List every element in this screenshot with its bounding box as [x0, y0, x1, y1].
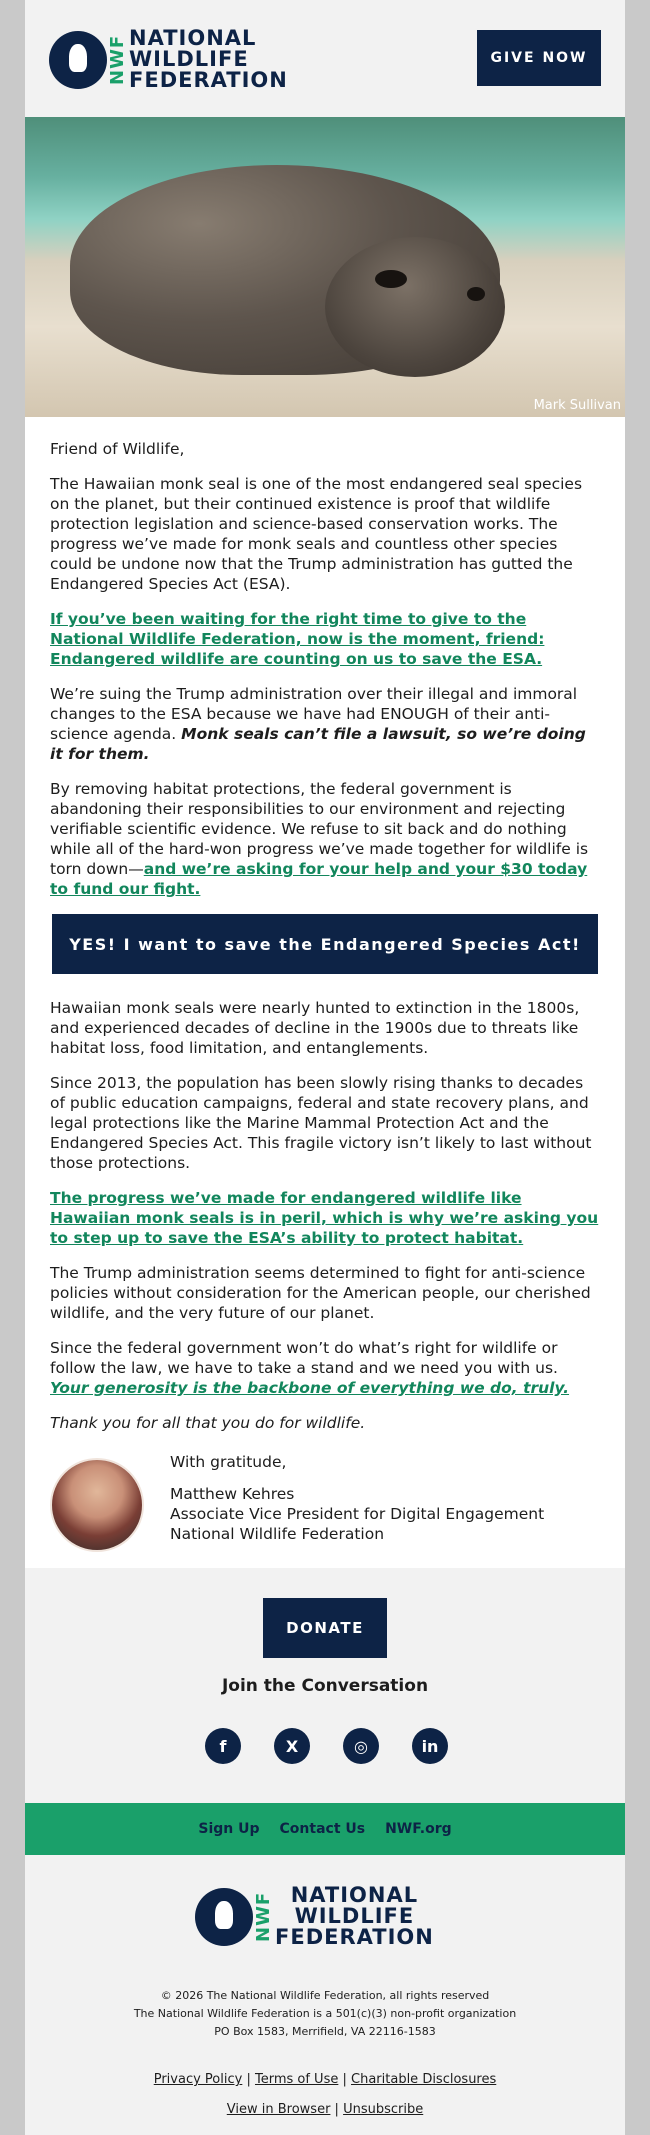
emphasis-lawsuit: Monk seals can’t file a lawsuit, so we’re doing it for them. [50, 725, 586, 763]
thank-you-line: Thank you for all that you do for wildlife. [50, 1414, 366, 1432]
signature-text [170, 1452, 544, 1544]
email-header [25, 0, 625, 117]
monk-seal-head [325, 237, 505, 377]
closing: With gratitude, [170, 1453, 287, 1471]
logo-abbrev: NWF [107, 34, 128, 85]
facebook-icon[interactable]: f [205, 1728, 241, 1764]
nwf-org-link[interactable]: NWF.org [385, 1821, 452, 1837]
save-esa-button[interactable]: YES! I want to save the Endangered Species Act! [52, 914, 598, 974]
signer-name: Matthew Kehres [170, 1485, 295, 1503]
charitable-disclosures-link[interactable]: Charitable Disclosures [351, 2072, 497, 2087]
hero-image[interactable] [25, 117, 625, 417]
terms-of-use-link[interactable]: Terms of Use [254, 2072, 339, 2087]
nwf-logo[interactable] [49, 28, 288, 91]
copyright: © 2026 The National Wildlife Federation, all rights reserved [160, 1989, 490, 2002]
mailing-address: PO Box 1583, Merrifield, VA 22116-1583 [214, 2025, 436, 2038]
social-links [205, 1728, 448, 1764]
greeting: Friend of Wildlife, [50, 440, 185, 458]
photo-credit: Mark Sullivan [533, 398, 621, 413]
join-conversation-heading: Join the Conversation [221, 1676, 429, 1696]
letter-body [25, 417, 625, 899]
linkedin-icon[interactable]: in [412, 1728, 448, 1764]
paragraph-7: Since the federal government won’t do what’s right for wildlife or follow the law, we have to take a stand and we need you with us. Your generosity is the backbone of everything we do, truly. [50, 1339, 570, 1397]
instagram-icon[interactable]: ◎ [343, 1728, 379, 1764]
signer-org: National Wildlife Federation [170, 1525, 385, 1543]
footer-links: Privacy Policy | Terms of Use | Charitable Disclosures View in Browser | Unsubscribe [153, 2072, 497, 2117]
paragraph-4: Hawaiian monk seals were nearly hunted to extinction in the 1800s, and experienced decades of decline in the 1900s due to threats like habitat loss, food limitation, and entanglements. [50, 999, 580, 1057]
email-container [25, 0, 625, 2135]
monk-seal-nose [467, 287, 485, 301]
footer-nav [25, 1803, 625, 1855]
sign-up-link[interactable]: Sign Up [198, 1821, 260, 1837]
paragraph-5: Since 2013, the population has been slowly rising thanks to decades of public education campaigns, federal and state recovery plans, and legal protections like the Marine Mammal Protection Act and the Endangered Species Act. This fragile victory isn’t likely to last without those protections. [50, 1074, 592, 1172]
nwf-badger-icon [195, 1888, 253, 1946]
donate-link-3[interactable]: The progress we’ve made for endangered wildlife like Hawaiian monk seals is in peril, which is why we’re asking you to step up to save the ESA’s ability to protect habitat. [50, 1189, 599, 1247]
logo-wordmark: NATIONAL WILDLIFE FEDERATION [275, 1883, 434, 1949]
donate-link-2[interactable]: and we’re asking for your help and your $30 today to fund our fight. [50, 860, 588, 898]
privacy-policy-link[interactable]: Privacy Policy [153, 2072, 243, 2087]
signature-block [25, 1448, 625, 1568]
letter-body-2 [25, 998, 625, 1433]
logo-wordmark: NATIONAL WILDLIFE FEDERATION [129, 26, 288, 92]
nwf-badger-icon [49, 31, 107, 89]
footer-legal [25, 1855, 625, 2135]
paragraph-2: We’re suing the Trump administration over their illegal and immoral changes to the ESA because we have had ENOUGH of their anti-science agenda. Monk seals can’t file a lawsuit, so we’re doing it for them. [50, 685, 586, 763]
logo-abbrev: NWF [253, 1891, 274, 1942]
paragraph-1: The Hawaiian monk seal is one of the most endangered seal species on the planet, but their continued existence is proof that wildlife protection legislation and science-based conservation works. The progress we’ve made for monk seals and countless other species could be undone now that the Trump administration has gutted the Endangered Species Act (ESA). [50, 475, 583, 593]
footer-actions [25, 1568, 625, 1803]
x-twitter-icon[interactable]: X [274, 1728, 310, 1764]
paragraph-6: The Trump administration seems determined to fight for anti-science policies without consideration for the American people, our cherished wildlife, and the very future of our planet. [50, 1264, 591, 1322]
donate-link-4[interactable]: Your generosity is the backbone of everything we do, truly. [50, 1379, 570, 1397]
legal-text [25, 1987, 625, 2041]
donate-link-1[interactable]: If you’ve been waiting for the right time to give to the National Wildlife Federation, now is the moment, friend: Endangered wildlife are counting on us to save the ESA. [50, 610, 545, 668]
monk-seal-eye [375, 270, 407, 288]
signer-title: Associate Vice President for Digital Engagement [170, 1505, 545, 1523]
avatar [50, 1458, 144, 1552]
give-now-button[interactable]: GIVE NOW [477, 30, 601, 86]
view-in-browser-link[interactable]: View in Browser [226, 2102, 331, 2117]
donate-button[interactable]: DONATE [263, 1598, 387, 1658]
unsubscribe-link[interactable]: Unsubscribe [343, 2102, 424, 2117]
nwf-logo-footer[interactable] [195, 1885, 434, 1948]
contact-us-link[interactable]: Contact Us [279, 1821, 366, 1837]
paragraph-3: By removing habitat protections, the federal government is abandoning their responsibilities to our environment and rejecting verifiable scientific evidence. We refuse to sit back and do nothing while all of the hard-won progress we’ve made together for wildlife is torn down—and we’re asking for your help and your $30 today to fund our fight. [50, 780, 589, 898]
nonprofit-notice: The National Wildlife Federation is a 501(c)(3) non-profit organization [133, 2007, 517, 2020]
